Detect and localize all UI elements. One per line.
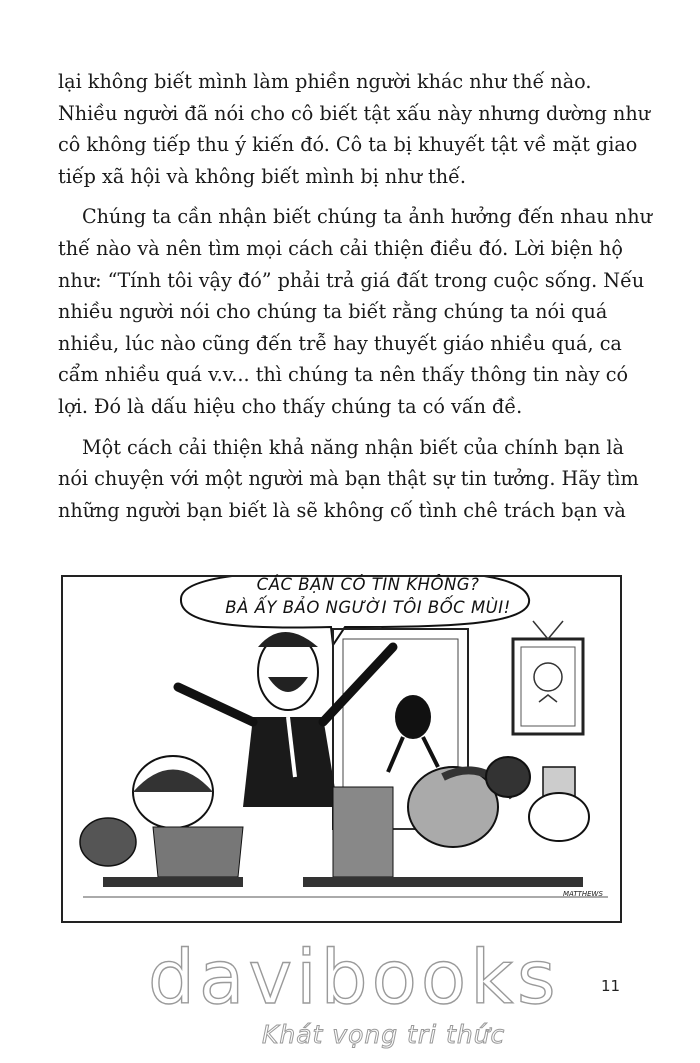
text-line: cô không tiếp thu ý kiến đó. Cô ta bị khuyết tật về mặt giao	[58, 133, 638, 157]
watermark-brand: davibooks	[148, 935, 560, 1021]
watermark-tagline: Khát vọng tri thức	[262, 1020, 506, 1049]
text-line: Một cách cải thiện khả năng nhận biết của chính bạn là	[82, 435, 624, 459]
text-line: như: “Tính tôi vậy đó” phải trả giá đất trong cuộc sống. Nếu	[58, 268, 645, 292]
text-line: Nhiều người đã nói cho cô biết tật xấu này nhưng dường như	[58, 101, 651, 125]
text-line: tiếp xã hội và không biết mình bị như thế.	[58, 164, 467, 188]
artist-signature: MATTHEWS	[563, 890, 603, 898]
page-number: 11	[601, 977, 621, 995]
speech-bubble-line-1: CÁC BẠN CÓ TIN KHÔNG?	[256, 575, 480, 594]
text-line: lợi. Đó là dấu hiệu cho thấy chúng ta có vấn đề.	[58, 394, 523, 418]
body-text	[58, 66, 652, 535]
text-line: Chúng ta cần nhận biết chúng ta ảnh hưởng đến nhau như	[82, 205, 652, 229]
speech-bubble-line-2: BÀ ẤY BẢO NGƯỜI TÔI BỐC MÙI!	[225, 598, 511, 617]
paragraph-3	[58, 432, 639, 527]
text-line: nhiều, lúc nào cũng đến trễ hay thuyết giáo nhiều quá, ca	[58, 331, 622, 355]
text-line: lại không biết mình làm phiền người khác như thế nào.	[58, 70, 592, 93]
text-line: cẩm nhiều quá v.v... thì chúng ta nên thấy thông tin này có	[58, 363, 629, 387]
text-line: nói chuyện với một người mà bạn thật sự tin tưởng. Hãy tìm	[58, 467, 639, 491]
text-line: nhiều người nói cho chúng ta biết rằng chúng ta nói quá	[58, 300, 608, 324]
paragraph-1	[58, 66, 651, 192]
cartoon-illustration	[61, 575, 622, 923]
cartoon-drawing	[63, 577, 620, 921]
paragraph-2	[58, 201, 652, 422]
text-line: những người bạn biết là sẽ không cố tình chê trách bạn và	[58, 498, 626, 522]
text-line: thế nào và nên tìm mọi cách cải thiện điều đó. Lời biện hộ	[58, 236, 623, 260]
